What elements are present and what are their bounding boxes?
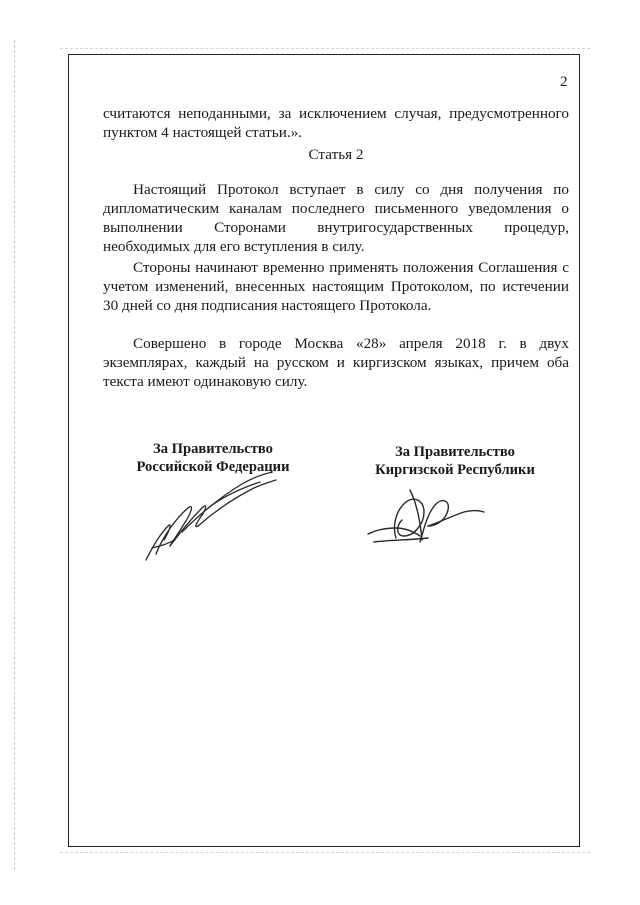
article-heading: Статья 2 [308, 146, 364, 163]
entry-into-force-paragraph: Настоящий Протокол вступает в силу со дня получения по дипломатическим каналам последнего письменного уведомления о выполнении Сторонами внутригосударственных процедур, необходимых для его вступления в силу. [103, 181, 569, 255]
signatory-right-line1: За Правительство [395, 444, 515, 460]
scan-edge-left [14, 40, 16, 870]
page-number: 2 [560, 74, 568, 90]
continuation-paragraph: считаются неподанными, за исключением случая, предусмотренного пунктом 4 настоящей статьи.». [103, 105, 569, 141]
scan-edge-top [60, 48, 590, 50]
signature-right-icon [366, 482, 486, 552]
scan-edge-bottom [60, 852, 590, 854]
provisional-application-paragraph: Стороны начинают временно применять положения Соглашения с учетом изменений, внесенных настоящим Протоколом, по истечении 30 дней со дня подписания настоящего Протокола. [103, 259, 569, 314]
signatory-left-line2: Российской Федерации [136, 459, 290, 475]
signature-left-icon [142, 468, 282, 563]
signatory-right [355, 443, 555, 479]
done-at-paragraph: Совершено в городе Москва «28» апреля 2018 г. в двух экземплярах, каждый на русском и киргизском языках, причем оба текста имеют одинаковую силу. [103, 335, 569, 390]
signatory-left-line1: За Правительство [153, 441, 273, 457]
signatory-right-line2: Киргизской Республики [375, 462, 535, 478]
